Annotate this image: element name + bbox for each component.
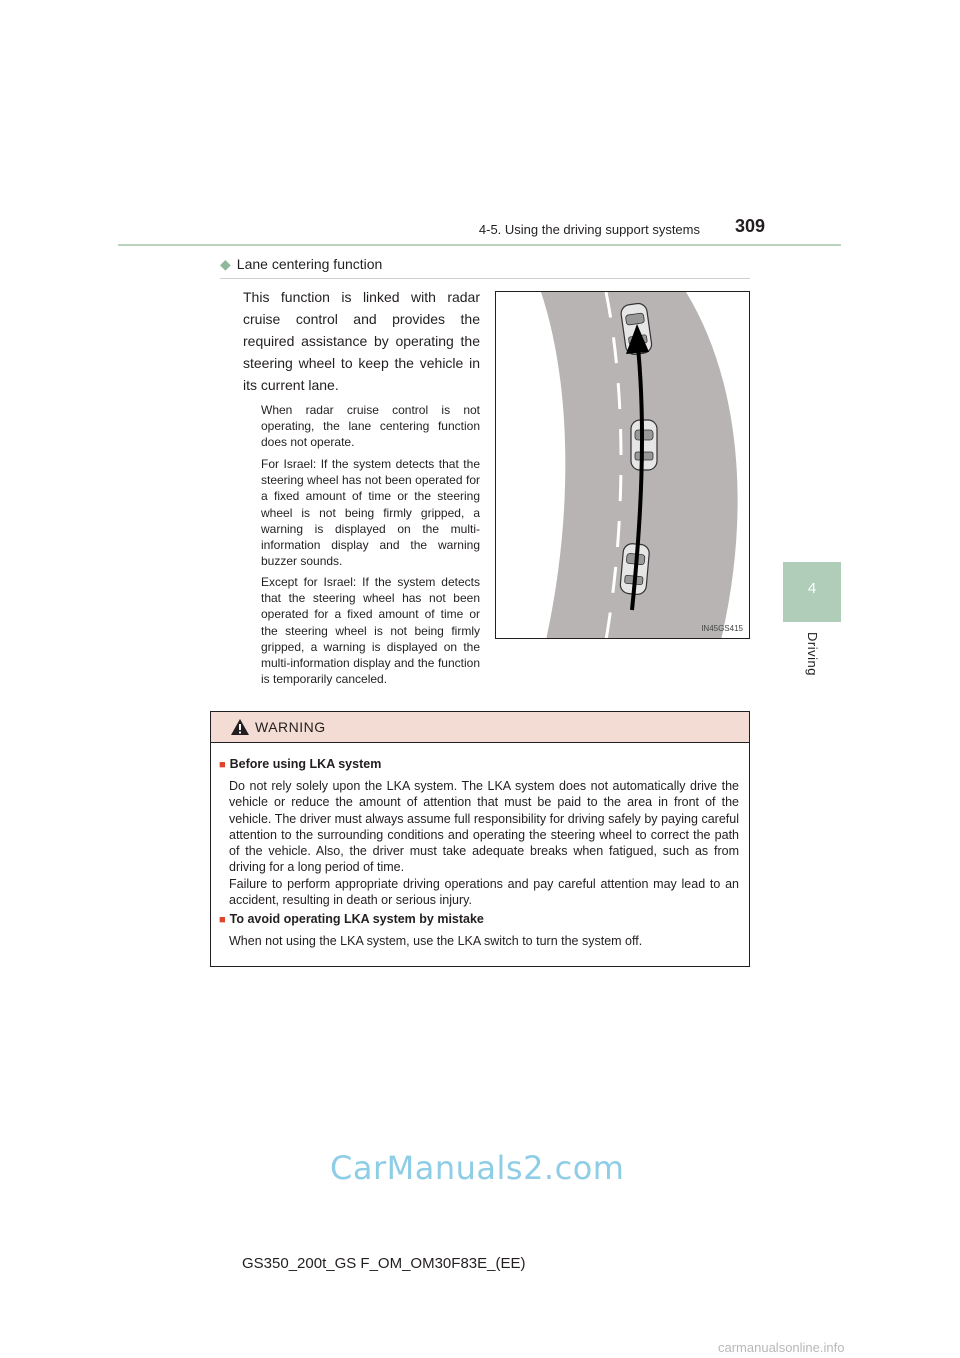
diamond-bullet-icon: ◆ [220, 256, 231, 272]
note-except-israel: Except for Israel: If the system detects that the steering wheel has not been operated for a fixed amount of time or the steering wheel is not being firmly gripped, a warning is displayed on the multi-information display and the function is temporarily canceled. [261, 575, 480, 687]
square-bullet-icon: ■ [219, 914, 226, 926]
heading-divider [220, 278, 750, 279]
note-israel: For Israel: If the system detects that the steering wheel has not been operated for a fixed amount of time or the steering wheel is not being firmly gripped, a warning is displayed on the multi-information display and the warning buzzer sounds. [261, 457, 480, 569]
section-heading [220, 256, 382, 273]
warning-paragraph: Failure to perform appropriate driving operations and pay careful attention may lead to an accident, resulting in death or serious injury. [229, 876, 739, 908]
warning-paragraph: Do not rely solely upon the LKA system. The LKA system does not automatically drive the vehicle or reduce the amount of attention that must be paid to the area in front of the vehicle. The driver must always assume full responsibility for driving safely by paying careful attention to the surrounding conditions and operating the steering wheel to correct the path of the vehicle. Also, the driver must take adequate breaks when fatigued, such as from driving for a long period of time. [229, 779, 739, 875]
warning-item-title [219, 757, 381, 771]
warning-item-title-text: To avoid operating LKA system by mistake [229, 912, 484, 926]
lane-centering-illustration [495, 291, 750, 639]
warning-paragraph: When not using the LKA system, use the LKA switch to turn the system off. [229, 934, 643, 948]
chapter-tab [783, 562, 841, 622]
running-header: 4-5. Using the driving support systems [478, 222, 700, 237]
section-heading-text: Lane centering function [236, 256, 383, 272]
warning-item-title [219, 912, 484, 926]
header-divider [118, 244, 841, 246]
watermark-carmanualsonline: carmanualsonline.info [718, 1340, 845, 1355]
road-illustration [496, 292, 750, 639]
footer-document-code: GS350_200t_GS F_OM_OM30F83E_(EE) [242, 1255, 526, 1272]
warning-item-body [229, 778, 739, 908]
section-body: This function is linked with radar cruise control and provides the required assistance by operating the steering wheel to keep the vehicle in its current lane. [243, 289, 480, 393]
chapter-label: Driving [805, 632, 820, 676]
warning-item-body [229, 933, 739, 949]
warning-header [211, 712, 749, 743]
page-number: 309 [735, 216, 766, 236]
warning-title: WARNING [255, 719, 326, 735]
watermark-carmanuals2: CarManuals2.com [330, 1149, 625, 1187]
chapter-number: 4 [807, 580, 817, 597]
warning-item-title-text: Before using LKA system [229, 757, 382, 771]
square-bullet-icon: ■ [219, 759, 226, 771]
warning-box [210, 711, 750, 967]
warning-triangle-icon [230, 718, 250, 736]
car-middle [631, 420, 657, 470]
note-radar-cruise: When radar cruise control is not operating, the lane centering function does not operate. [261, 403, 480, 450]
figure-code: IN45GS415 [701, 624, 743, 633]
